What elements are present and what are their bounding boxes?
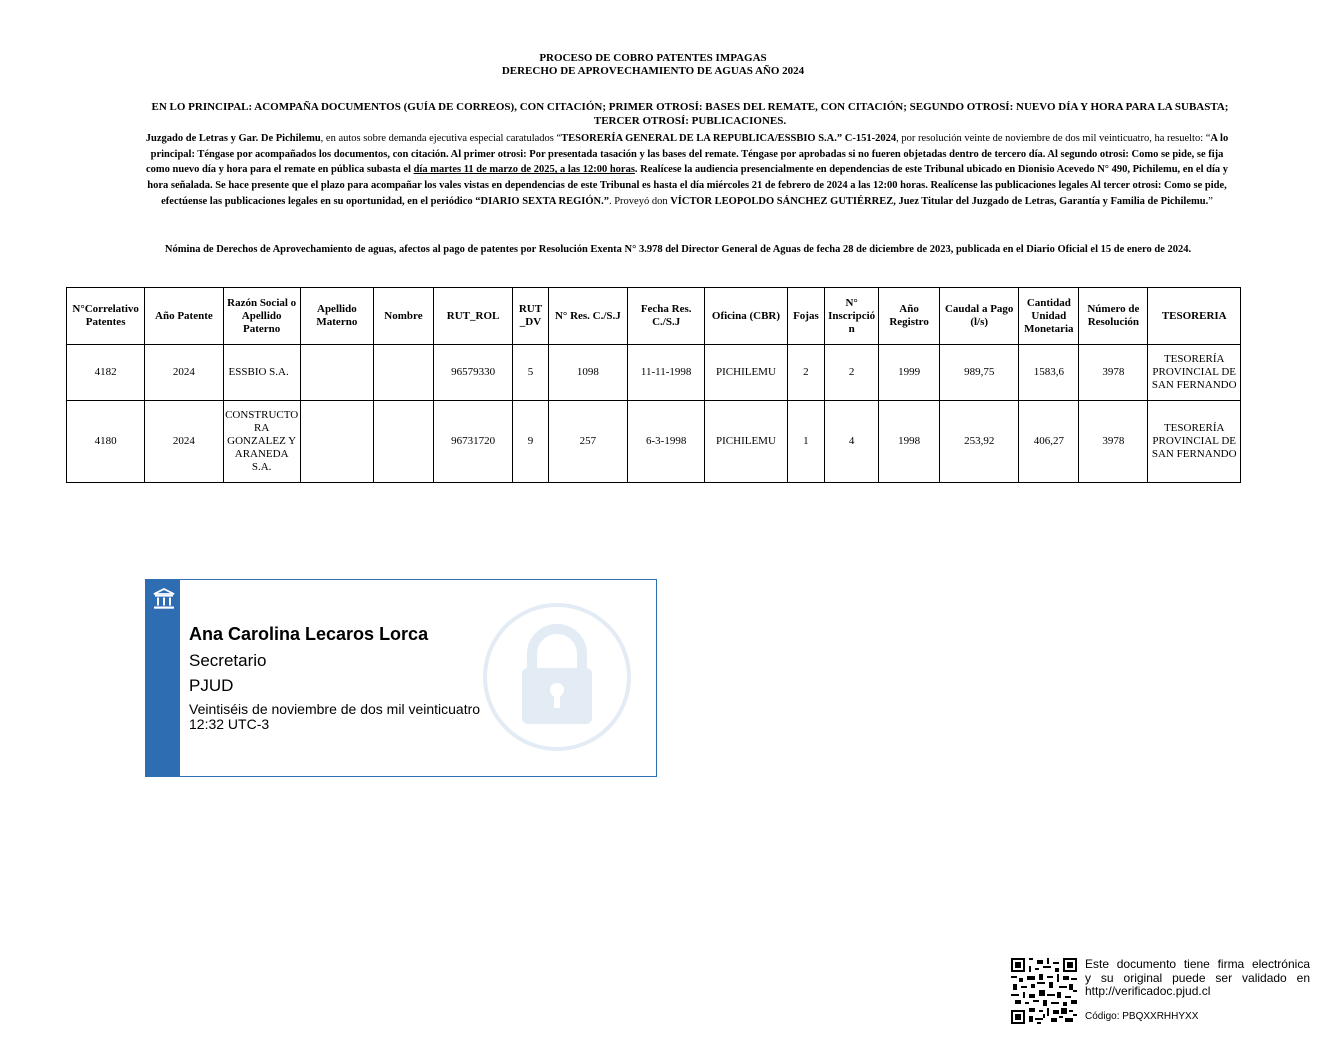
body-text-3: . Proveyó don bbox=[608, 195, 671, 207]
cell-razon-social: CONSTRUCTORA GONZALEZ Y ARANEDA S.A. bbox=[223, 401, 300, 483]
signature-datetime bbox=[189, 702, 480, 732]
col-fecha-res: Fecha Res. C./S.J bbox=[628, 288, 705, 345]
lock-watermark-icon bbox=[482, 602, 632, 752]
cell-caudal: 989,75 bbox=[940, 345, 1019, 401]
cell-nombre bbox=[373, 345, 433, 401]
judge-name: VÍCTOR LEOPOLDO SÁNCHEZ GUTIÉRREZ, Juez Titular del Juzgado de Letras, Garantía y Familia de Pichilemu. bbox=[670, 195, 1209, 207]
cell-cantidad: 1583,6 bbox=[1019, 345, 1079, 401]
cell-tesoreria: TESORERÍA PROVINCIAL DE SAN FERNANDO bbox=[1148, 345, 1241, 401]
col-inscripcion: N° Inscripción bbox=[825, 288, 879, 345]
document-title bbox=[0, 52, 1306, 78]
cell-apellido-materno bbox=[300, 401, 373, 483]
cell-correlativo: 4180 bbox=[67, 401, 145, 483]
cell-ano-registro: 1998 bbox=[879, 401, 940, 483]
cell-rut-rol: 96579330 bbox=[433, 345, 512, 401]
auction-date: día martes 11 de marzo de 2025, a las 12:00 horas bbox=[413, 164, 635, 176]
title-line-1: PROCESO DE COBRO PATENTES IMPAGAS bbox=[539, 52, 767, 64]
verification-line-1: Este documento tiene firma electrónica bbox=[1085, 957, 1310, 971]
cell-fecha-res: 6-3-1998 bbox=[628, 401, 705, 483]
cell-tesoreria: TESORERÍA PROVINCIAL DE SAN FERNANDO bbox=[1148, 401, 1241, 483]
signer-name: Ana Carolina Lecaros Lorca bbox=[189, 624, 429, 644]
col-caudal: Caudal a Pago (l/s) bbox=[940, 288, 1019, 345]
col-rut-rol: RUT_ROL bbox=[433, 288, 512, 345]
col-rut-dv: RUT _DV bbox=[513, 288, 549, 345]
cell-fojas: 1 bbox=[787, 401, 825, 483]
verification-code: Código: PBQXXRHHYXX bbox=[1085, 1011, 1199, 1022]
cell-correlativo: 4182 bbox=[67, 345, 145, 401]
qr-code-icon bbox=[1011, 958, 1077, 1024]
closing-quote: ” bbox=[1208, 195, 1213, 207]
col-oficina: Oficina (CBR) bbox=[705, 288, 787, 345]
body-text-2: , por resolución veinte de noviembre de dos mil veinticuatro, ha resuelto: “ bbox=[896, 133, 1211, 144]
cell-n-res: 1098 bbox=[548, 345, 627, 401]
col-cantidad: Cantidad Unidad Monetaria bbox=[1019, 288, 1079, 345]
resolution-text: A lo principal: Téngase por acompañados los documentos, con citación. Al primer otrosi: Por presentada tasación y las bases del remate. Téngase por aprobadas si no fueren objetadas dentro de tercero día. Al segundo otrosi: Como se pide, se fija como nuevo día y hora para el remate en pública subasta el bbox=[146, 133, 1229, 176]
col-apellido-materno: Apellido Materno bbox=[300, 288, 373, 345]
table-row bbox=[67, 345, 1241, 401]
electronic-signature-box bbox=[145, 579, 657, 777]
cell-cantidad: 406,27 bbox=[1019, 401, 1079, 483]
nomina-paragraph: Nómina de Derechos de Aprovechamiento de aguas, afectos al pago de patentes por Resolución Exenta N° 3.978 del Director General de Aguas de fecha 28 de diciembre de 2023, publicada en el Diario Oficial el 15 de enero de 2024. bbox=[164, 244, 1192, 255]
cell-nombre bbox=[373, 401, 433, 483]
signer-role: Secretario bbox=[189, 651, 267, 670]
signer-organization: PJUD bbox=[189, 676, 234, 695]
patents-table bbox=[66, 287, 1241, 483]
signature-time: 12:32 UTC-3 bbox=[189, 716, 270, 732]
cell-numero-resolucion: 3978 bbox=[1079, 401, 1148, 483]
col-ano-patente: Año Patente bbox=[145, 288, 223, 345]
cell-ano-patente: 2024 bbox=[145, 345, 223, 401]
verification-line-2: y su original puede ser validado en bbox=[1085, 970, 1310, 985]
cell-oficina: PICHILEMU bbox=[705, 345, 787, 401]
cell-numero-resolucion: 3978 bbox=[1079, 345, 1148, 401]
cell-apellido-materno bbox=[300, 345, 373, 401]
col-ano-registro: Año Registro bbox=[879, 288, 940, 345]
case-caption: TESORERÍA GENERAL DE LA REPUBLICA/ESSBIO S.A.” C-151-2024 bbox=[561, 133, 897, 144]
cell-rut-dv: 5 bbox=[513, 345, 549, 401]
title-line-2: DERECHO DE APROVECHAMIENTO DE AGUAS AÑO 2024 bbox=[501, 65, 805, 77]
court-name: Juzgado de Letras y Gar. De Pichilemu bbox=[145, 133, 321, 144]
principal-heading: EN LO PRINCIPAL: ACOMPAÑA DOCUMENTOS (GUÍA DE CORREOS), CON CITACIÓN; PRIMER OTROSÍ: BASES DEL REMATE, CON CITACIÓN; SEGUNDO OTROSÍ: NUEVO DÍA Y HORA PARA LA SUBASTA; TERCER OTROSÍ: PUBLICACIONES. bbox=[151, 101, 1229, 127]
cell-rut-dv: 9 bbox=[513, 401, 549, 483]
cell-razon-social: ESSBIO S.A. bbox=[223, 345, 300, 401]
cell-ano-patente: 2024 bbox=[145, 401, 223, 483]
cell-inscripcion: 4 bbox=[825, 401, 879, 483]
cell-rut-rol: 96731720 bbox=[433, 401, 512, 483]
cell-inscripcion: 2 bbox=[825, 345, 879, 401]
col-correlativo: N°Correlativo Patentes bbox=[67, 288, 145, 345]
resolution-body bbox=[142, 131, 1232, 210]
table-header-row bbox=[67, 288, 1241, 345]
cell-fojas: 2 bbox=[787, 345, 825, 401]
col-fojas: Fojas bbox=[787, 288, 825, 345]
verification-url: http://verificadoc.pjud.cl bbox=[1085, 984, 1211, 998]
signature-date: Veintiséis de noviembre de dos mil veinticuatro bbox=[189, 701, 481, 717]
cell-caudal: 253,92 bbox=[940, 401, 1019, 483]
col-n-res: N° Res. C./S.J bbox=[548, 288, 627, 345]
col-razon-social: Razón Social o Apellido Paterno bbox=[223, 288, 300, 345]
verification-notice bbox=[1085, 958, 1310, 999]
cell-n-res: 257 bbox=[548, 401, 627, 483]
table-row bbox=[67, 401, 1241, 483]
col-tesoreria: TESORERIA bbox=[1148, 288, 1241, 345]
col-nombre: Nombre bbox=[373, 288, 433, 345]
cell-oficina: PICHILEMU bbox=[705, 401, 787, 483]
courthouse-icon bbox=[153, 588, 175, 610]
cell-ano-registro: 1999 bbox=[879, 345, 940, 401]
body-text-1: , en autos sobre demanda ejecutiva especial caratulados “ bbox=[320, 133, 562, 144]
signature-sidebar bbox=[146, 580, 180, 776]
cell-fecha-res: 11-11-1998 bbox=[628, 345, 705, 401]
col-numero-resolucion: Número de Resolución bbox=[1079, 288, 1148, 345]
resolution-text-2: . Realícese la audiencia presencialmente en dependencias de este Tribunal ubicado en Dionisio Acevedo N° 490, Pichilemu, en el día y hora señalada. Se hace presente que el plazo para acompañar los vales vistas en dependencias de este Tribunal es hasta el día miércoles 21 de febrero de 2024 a las 12:00 horas. Realícense las publicaciones legales Al tercer otrosi: Como se pide, efectúense las publicaciones legales en su oportunidad, en el periódico “DIARIO SEXTA REGIÓN.” bbox=[147, 164, 1228, 207]
